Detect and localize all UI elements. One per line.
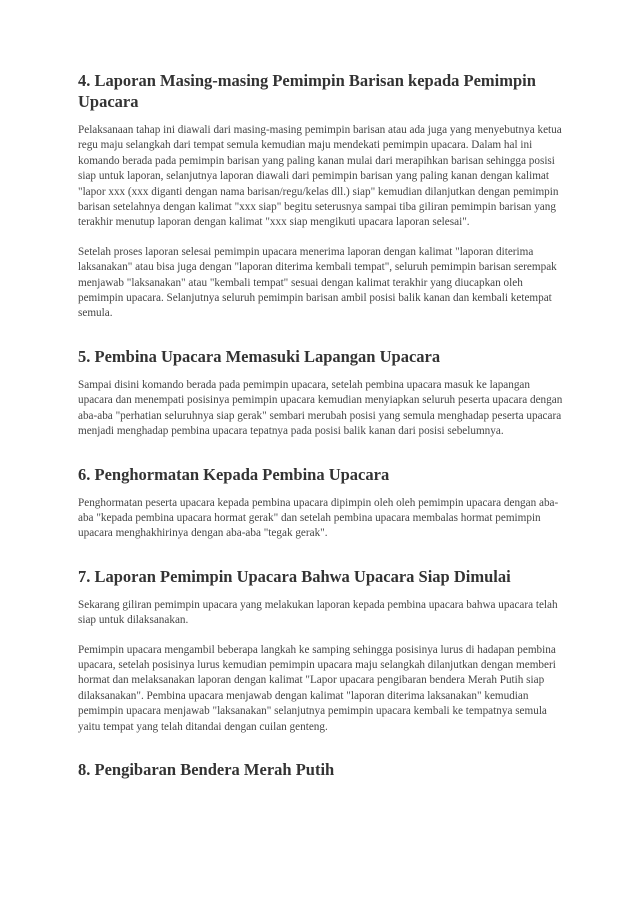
section-5 — [78, 346, 563, 440]
section-4 — [78, 70, 563, 322]
section-paragraph: Sekarang giliran pemimpin upacara yang melakukan laporan kepada pembina upacara bahwa upacara telah siap untuk dilaksanakan. — [78, 598, 558, 627]
section-heading: 4. Laporan Masing-masing Pemimpin Barisan kepada Pemimpin Upacara — [78, 71, 536, 111]
section-paragraph: Sampai disini komando berada pada pemimpin upacara, setelah pembina upacara masuk ke lapangan upacara dan menempati posisinya pemimpin upacara kemudian menyiapkan seluruh peserta upacara dengan aba-aba "perhatian seluruhnya siap gerak" sembari merubah posisi yang semula menghadap peserta upacara menjadi menghadap pembina upacara tepatnya pada posisi balik kanan dari posisi sebelumnya. — [78, 378, 563, 438]
section-heading: 8. Pengibaran Bendera Merah Putih — [78, 759, 335, 779]
section-6 — [78, 464, 563, 542]
section-heading: 5. Pembina Upacara Memasuki Lapangan Upacara — [78, 346, 441, 366]
section-8 — [78, 759, 563, 780]
section-paragraph: Pelaksanaan tahap ini diawali dari masing-masing pemimpin barisan atau ada juga yang menyebutnya ketua regu maju selangkah dari tempat semula kemudian maju mendekati pemimpin upacara. Dalam hal ini komando berada pada pemimpin barisan yang paling kanan mulai dari merapihkan barisan sehingga posisi siap untuk laporan, selanjutnya laporan diawali dari pemimpin barisan yang paling kanan dengan kalimat "lapor xxx (xxx diganti dengan nama barisan/regu/kelas dll.) siap" kemudian dilanjutkan dengan pemimpin barisan setelahnya dengan kalimat "xxx siap" begitu seterusnya sampai tiba giliran pemimpin barisan yang terakhir menutup laporan dengan kalimat "xxx siap mengikuti upacara laporan selesai". — [78, 124, 562, 229]
section-7 — [78, 566, 563, 735]
section-heading: 6. Penghormatan Kepada Pembina Upacara — [78, 464, 390, 484]
section-paragraph: Setelah proses laporan selesai pemimpin upacara menerima laporan dengan kalimat "laporan diterima laksanakan" atau bisa juga dengan "laporan diterima kembali tempat", seluruh pemimpin barisan serempak menjawab "laksanakan" atau "kembali tempat" sesuai dengan kalimat terakhir yang diucapkan oleh pemimpin upacara. Selanjutnya seluruh pemimpin barisan ambil posisi balik kanan dan kembali ketempat semula. — [78, 245, 557, 320]
document-page — [78, 70, 563, 791]
section-paragraph: Penghormatan peserta upacara kepada pembina upacara dipimpin oleh oleh pemimpin upacara dengan aba-aba "kepada pembina upacara hormat gerak" dan setelah pembina upacara membalas hormat pemimpin upacara menghakhirinya dengan aba-aba "tegak gerak". — [78, 496, 559, 540]
section-paragraph: Pemimpin upacara mengambil beberapa langkah ke samping sehingga posisinya lurus di hadapan pembina upacara, setelah posisinya lurus kemudian pemimpin upacara maju selangkah dilanjutkan dengan memberi hormat dan melaksanakan laporan dengan kalimat "Lapor upacara pengibaran bendera Merah Putih siap dilaksanakan". Pembina upacara menjawab dengan kalimat "laporan diterima laksanakan" kemudian pemimpin upacara menjawab "laksanakan" selanjutnya pemimpin upacara kembali ke tempatnya semula yaitu tempat yang telah ditandai dengan cuilan genteng. — [78, 643, 556, 733]
section-heading: 7. Laporan Pemimpin Upacara Bahwa Upacara Siap Dimulai — [78, 566, 511, 586]
